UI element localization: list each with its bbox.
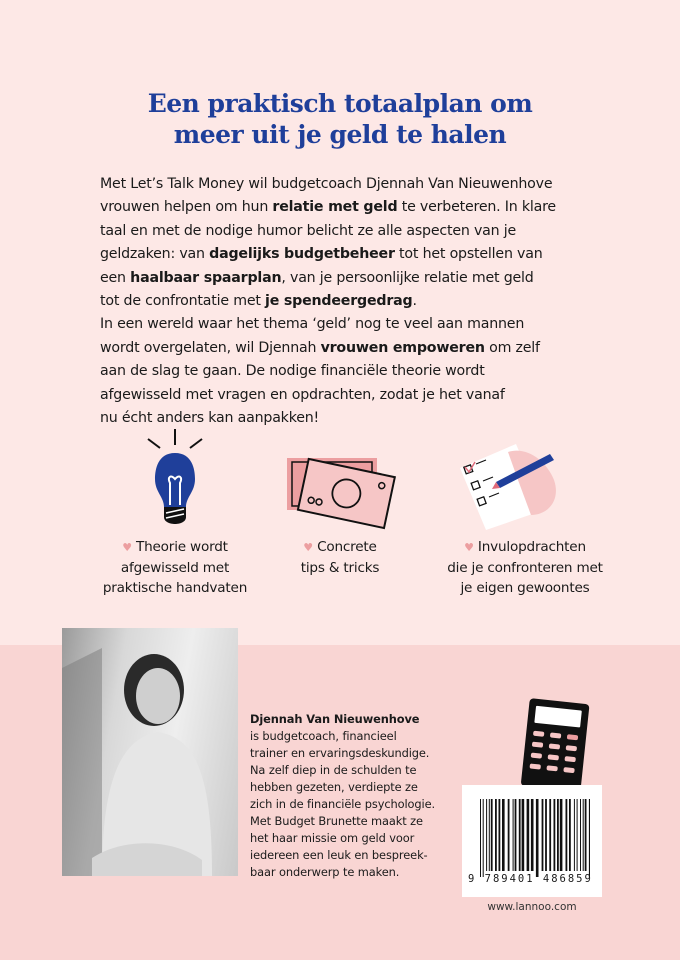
barcode-bar [491, 799, 493, 871]
blurb-text [100, 173, 600, 430]
caption-text: Invulopdrachten [477, 539, 586, 555]
barcode-bar [554, 799, 556, 871]
text-segment: In een wereld waar het thema ‘geld’ nog te veel aan mannen [100, 316, 525, 333]
caption-line [80, 578, 270, 598]
emphasis-text: haalbaar spaarplan [130, 269, 282, 286]
barcode-bar [508, 799, 510, 871]
barcode-bar [580, 799, 581, 871]
blurb-line [100, 267, 600, 290]
publisher-url: www.lannoo.com [487, 901, 577, 913]
barcode-bar [542, 799, 544, 871]
barcode-bar [502, 799, 505, 871]
title-line: meer uit je geld te halen [173, 120, 507, 149]
calculator-icon [515, 697, 595, 795]
heart-bullet-icon: ♥ [303, 541, 313, 554]
blurb-line [100, 196, 600, 219]
blurb-line [100, 173, 600, 196]
caption-text: tips & tricks [300, 560, 380, 576]
feature-caption [80, 537, 270, 598]
bio-line: het haar missie om geld voor [250, 831, 415, 845]
barcode-bar [583, 799, 584, 871]
barcode-bar [483, 799, 484, 877]
barcode-bar [545, 799, 547, 871]
text-segment: tot de confrontatie met [100, 293, 266, 310]
text-segment: geldzaken: van [100, 246, 210, 263]
barcode-bar [577, 799, 578, 871]
bio-line: hebben gezeten, verdiepte ze [250, 780, 418, 794]
barcode-bar [527, 799, 530, 871]
blurb-line [100, 360, 600, 383]
blurb-line [100, 243, 600, 266]
caption-line [80, 558, 270, 578]
barcode-bar [519, 799, 521, 871]
blurb-line [100, 313, 600, 336]
barcode-bars [480, 799, 590, 877]
checklist-icon [456, 440, 566, 532]
barcode-bar [531, 799, 534, 871]
text-segment: afgewisseld met vragen en opdrachten, zodat je het vanaf [100, 386, 505, 403]
bio-line: trainer en ervaringsdeskundige. [250, 746, 430, 760]
barcode-bar [480, 799, 481, 877]
title-line: Een praktisch totaalplan om [147, 89, 533, 118]
emphasis-text: relatie met geld [272, 199, 398, 216]
feature-caption [265, 537, 415, 578]
text-segment: wordt overgelaten, wil Djennah [100, 339, 321, 356]
barcode [462, 785, 602, 897]
caption-text: je eigen gewoontes [460, 580, 590, 596]
barcode-bar [574, 799, 575, 871]
blurb-line [100, 220, 600, 243]
blurb-line [100, 384, 600, 407]
barcode-bar [549, 799, 551, 871]
barcode-bar [486, 799, 487, 871]
heart-bullet-icon: ♥ [464, 541, 474, 554]
barcode-bar [513, 799, 514, 871]
barcode-bar [536, 799, 539, 877]
barcode-bar [566, 799, 568, 871]
caption-text: die je confronteren met [447, 560, 603, 576]
caption-text: afgewisseld met [120, 560, 230, 576]
text-segment: , van je persoonlijke relatie met geld [281, 269, 534, 286]
feature-caption [420, 537, 630, 598]
text-segment: aan de slag te gaan. De nodige financiële theorie wordt [100, 363, 485, 380]
author-photo [62, 628, 238, 876]
barcode-bar [489, 799, 490, 871]
text-segment: te verbeteren. In klare [397, 199, 556, 216]
caption-line [265, 558, 415, 578]
text-segment: vrouwen helpen om hun [100, 199, 273, 216]
bio-line: baar onderwerp te maken. [250, 865, 400, 879]
author-bio [250, 711, 435, 881]
caption-line [420, 537, 630, 558]
barcode-bar [560, 799, 563, 871]
cover-title [0, 88, 680, 150]
barcode-bar [515, 799, 517, 871]
caption-line [420, 558, 630, 578]
emphasis-text: dagelijks budgetbeheer [209, 246, 395, 263]
barcode-bar [522, 799, 525, 871]
bio-line: iedereen een leuk en bespreek- [250, 848, 428, 862]
caption-line [265, 537, 415, 558]
banknotes-icon [284, 455, 396, 535]
text-segment: . [412, 293, 417, 310]
isbn-number: 9 789401 486859 [468, 873, 593, 885]
barcode-bar [589, 799, 590, 877]
caption-line [80, 537, 270, 558]
bio-line: Met Budget Brunette maakt ze [250, 814, 423, 828]
caption-text: praktische handvaten [102, 580, 248, 596]
blurb-line [100, 290, 600, 313]
caption-text: Theorie wordt [136, 539, 228, 555]
bio-line: is budgetcoach, financieel [250, 729, 397, 743]
barcode-bar [499, 799, 501, 871]
barcode-bar [557, 799, 559, 871]
barcode-bar [585, 799, 587, 871]
barcode-bar [569, 799, 571, 871]
bio-line: zich in de financiële psychologie. [250, 797, 436, 811]
lightbulb-icon [140, 427, 210, 527]
emphasis-text: vrouwen empoweren [320, 339, 485, 356]
emphasis-text: je spendeergedrag [265, 293, 413, 310]
barcode-bar [495, 799, 497, 871]
text-segment: taal en met de nodige humor belicht ze alle aspecten van je [100, 222, 517, 239]
blurb-line [100, 337, 600, 360]
caption-text: Concrete [317, 539, 377, 555]
caption-line [420, 578, 630, 598]
text-segment: Met Let’s Talk Money wil budgetcoach Djennah Van Nieuwenhove [100, 176, 553, 192]
text-segment: nu écht anders kan aanpakken! [100, 410, 320, 427]
author-name: Djennah Van Nieuwenhove [250, 712, 420, 726]
text-segment: een [100, 269, 131, 286]
heart-bullet-icon: ♥ [122, 541, 132, 554]
bio-line: Na zelf diep in de schulden te [250, 763, 417, 777]
text-segment: om zelf [484, 339, 540, 356]
text-segment: tot het opstellen van [394, 246, 543, 263]
